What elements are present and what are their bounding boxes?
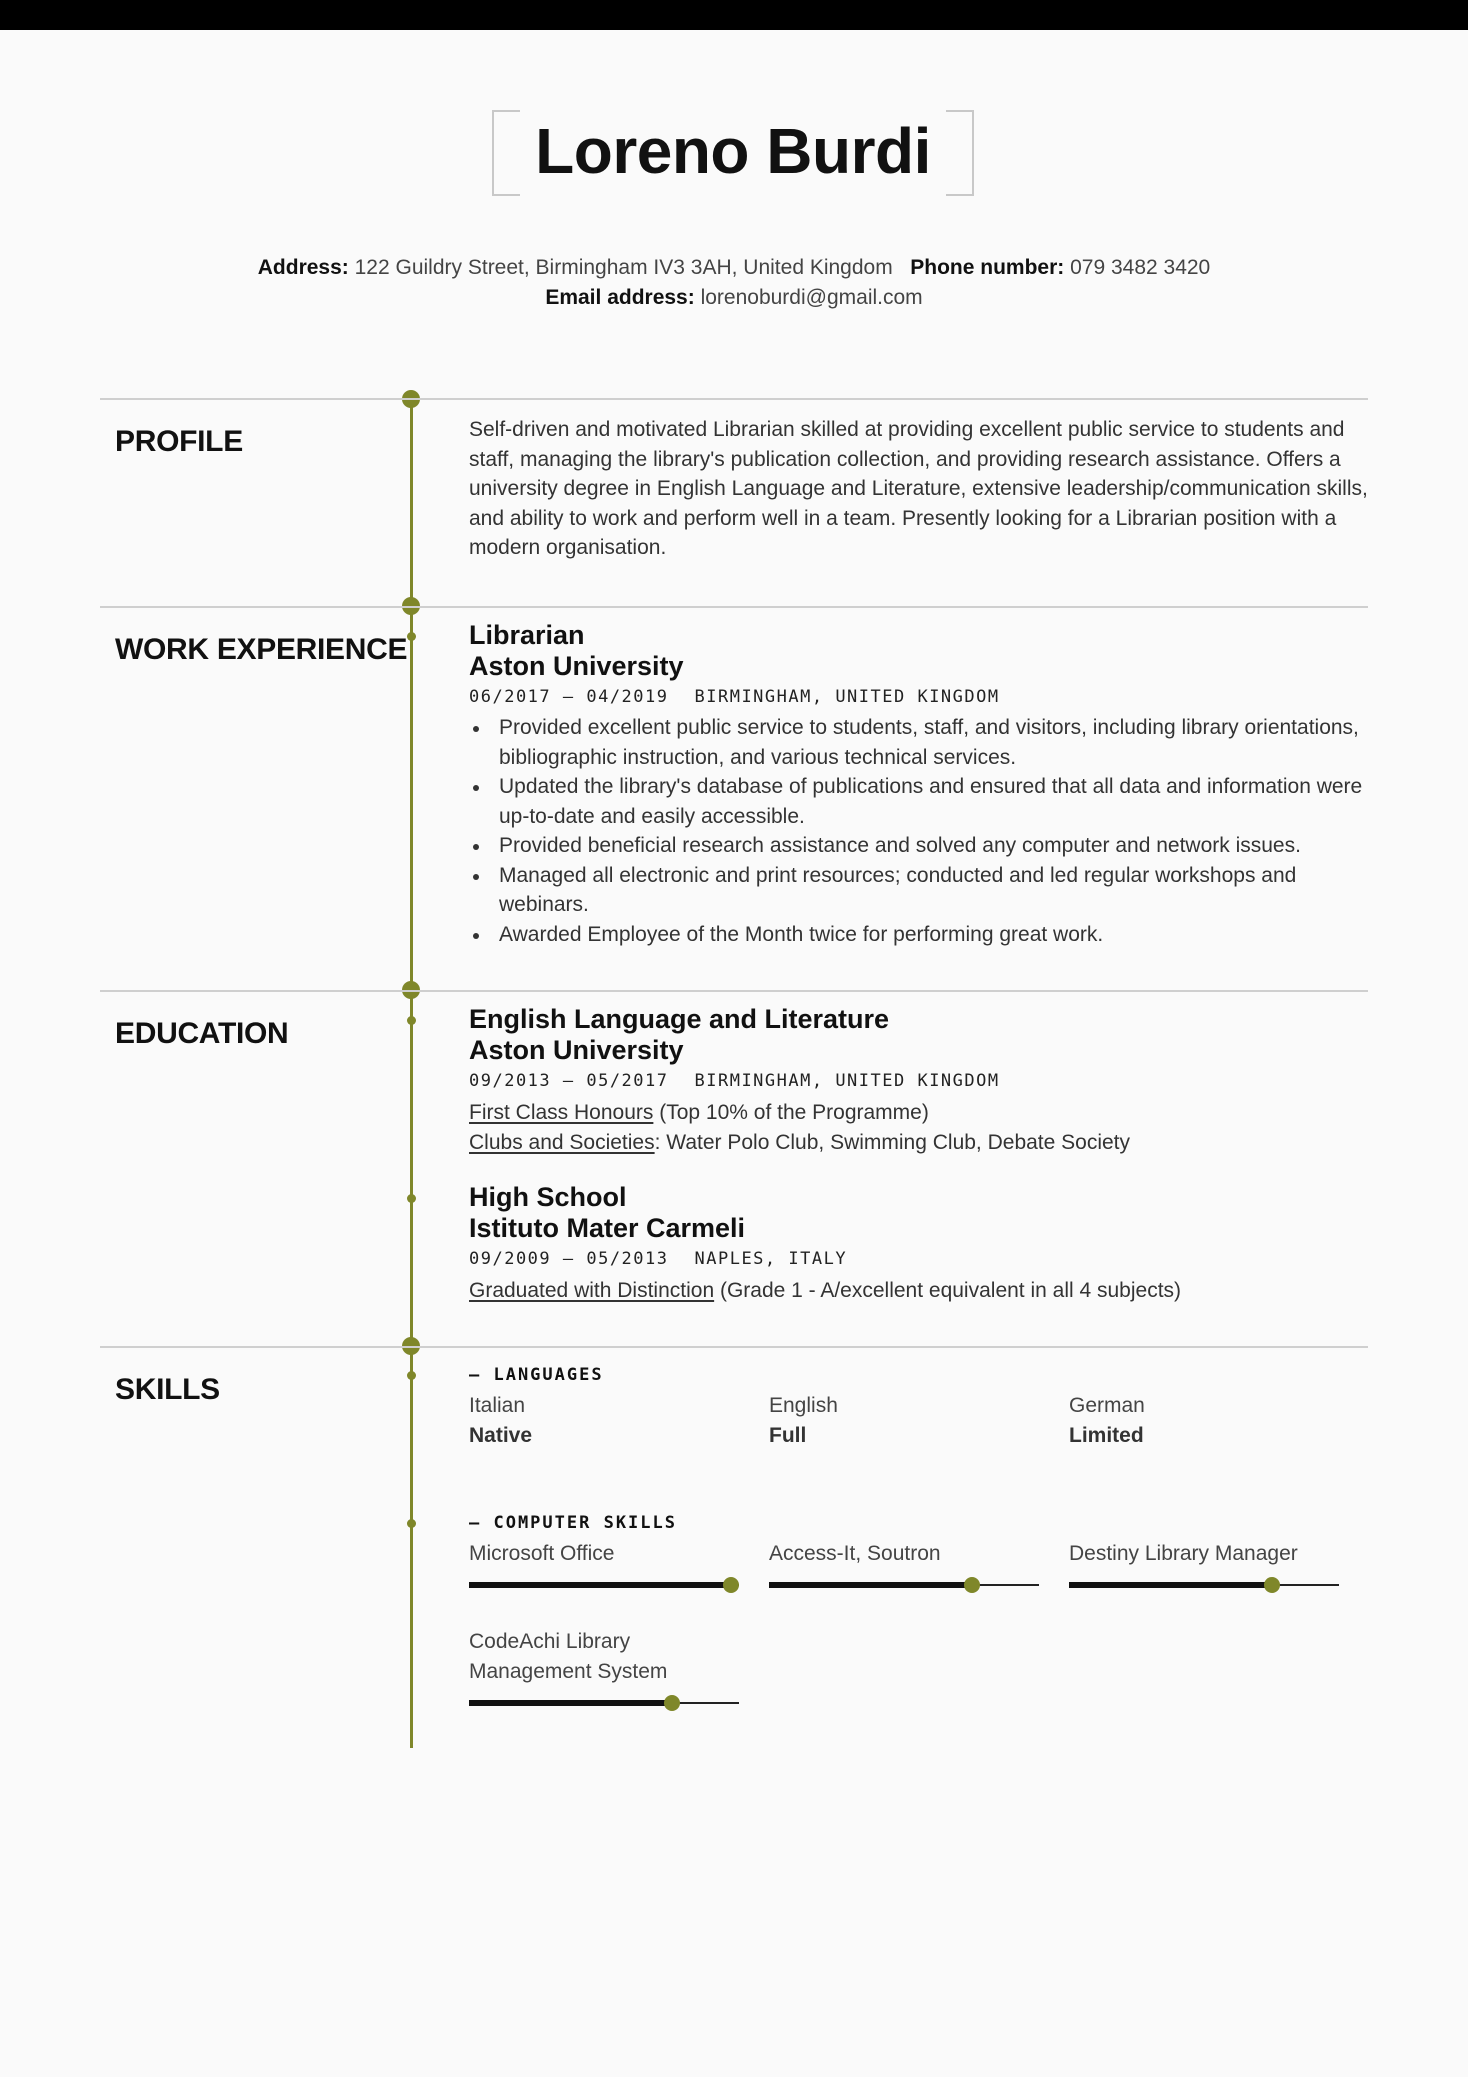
skill-item <box>469 1627 699 1713</box>
skill-level-bar <box>469 1575 739 1595</box>
skill-level-bar <box>769 1575 1039 1595</box>
skill-name: Microsoft Office <box>469 1542 615 1565</box>
skill-name: Destiny Library Manager <box>1069 1542 1298 1565</box>
education-entry-1 <box>469 1004 1369 1158</box>
skill-name: CodeAchi Library Management System <box>469 1630 668 1683</box>
skill-bar-fill <box>769 1582 972 1588</box>
job-bullet: Awarded Employee of the Month twice for performing great work. <box>469 920 1369 950</box>
edu-detail <box>469 1098 1369 1128</box>
timeline-dot-edu-1 <box>407 1016 416 1025</box>
section-divider-skills <box>100 1346 1368 1348</box>
skill-item <box>769 1539 1039 1595</box>
job-bullet: Updated the library's database of publications and ensured that all data and information were up-to-date and easily accessible. <box>469 772 1369 831</box>
languages-block <box>469 1365 1369 1455</box>
skill-bar-knob <box>1264 1577 1280 1593</box>
edu-detail <box>469 1128 1369 1158</box>
language-name: English <box>769 1394 838 1417</box>
job-dates: 06/2017 – 04/2019 <box>469 687 669 707</box>
timeline-dot-edu-2 <box>407 1194 416 1203</box>
language-level: Native <box>469 1424 533 1447</box>
edu-school: Aston University <box>469 1035 684 1065</box>
language-item <box>769 1391 1049 1451</box>
section-title-profile: PROFILE <box>115 425 243 458</box>
edu-detail-label: First Class Honours <box>469 1101 654 1124</box>
timeline-dot-job <box>407 632 416 641</box>
address-label: Address: <box>257 256 349 279</box>
skill-bar-fill <box>469 1700 672 1706</box>
section-divider-profile <box>100 398 1368 400</box>
skill-bar-knob <box>723 1577 739 1593</box>
language-name: German <box>1069 1394 1145 1417</box>
edu-location: BIRMINGHAM, UNITED KINGDOM <box>694 1071 1000 1091</box>
edu-location: NAPLES, ITALY <box>694 1249 848 1269</box>
languages-grid <box>469 1391 1369 1455</box>
profile-summary: Self-driven and motivated Librarian skilled at providing excellent public service to students and staff, managing the library's publication collection, and providing research assistance. Offers a university degree in English Language and Literature, extensive leadership/communication skills, and ability to work and perform well in a team. Presently looking for a Librarian position with a modern organisation. <box>469 418 1368 559</box>
name-header <box>492 110 974 196</box>
job-employer: Aston University <box>469 651 684 681</box>
skill-name: Access-It, Soutron <box>769 1542 941 1565</box>
address-value: 122 Guildry Street, Birmingham IV3 3AH, United Kingdom <box>354 256 893 279</box>
edu-detail-label: Graduated with Distinction <box>469 1279 715 1302</box>
skill-item <box>469 1539 739 1595</box>
job-location: BIRMINGHAM, UNITED KINGDOM <box>694 687 1000 707</box>
edu-detail-text: (Top 10% of the Programme) <box>653 1101 929 1124</box>
timeline-dot-computer <box>407 1519 416 1528</box>
top-black-bar <box>0 0 1468 30</box>
section-divider-work <box>100 606 1368 608</box>
skill-bar-knob <box>664 1695 680 1711</box>
computer-skills-heading: – COMPUTER SKILLS <box>469 1513 677 1533</box>
job-bullet: Provided beneficial research assistance and solved any computer and network issues. <box>469 831 1369 861</box>
skill-level-bar <box>469 1693 739 1713</box>
edu-meta <box>469 1070 1369 1092</box>
email-label: Email address: <box>545 286 695 309</box>
edu-meta <box>469 1248 1369 1270</box>
language-level: Limited <box>1069 1424 1144 1447</box>
edu-degree: High School <box>469 1182 627 1212</box>
phone-value: 079 3482 3420 <box>1070 256 1211 279</box>
edu-detail-text: : Water Polo Club, Swimming Club, Debate Society <box>654 1131 1131 1154</box>
timeline-dot-languages <box>407 1371 416 1380</box>
language-item <box>469 1391 749 1451</box>
section-title-skills: SKILLS <box>115 1373 220 1406</box>
edu-detail-text: (Grade 1 - A/excellent equivalent in all 4 subjects) <box>714 1279 1182 1302</box>
skill-level-bar <box>1069 1575 1339 1595</box>
job-bullet: Managed all electronic and print resources; conducted and led regular workshops and webinars. <box>469 861 1369 920</box>
skill-item <box>1069 1539 1339 1595</box>
contact-line-address-phone <box>0 256 1468 280</box>
skill-bar-fill <box>1069 1582 1272 1588</box>
email-value[interactable]: lorenoburdi@gmail.com <box>700 286 923 309</box>
education-entry-2 <box>469 1182 1369 1306</box>
edu-detail-label: Clubs and Societies <box>469 1131 655 1154</box>
edu-dates: 09/2013 – 05/2017 <box>469 1071 669 1091</box>
job-meta <box>469 686 1369 708</box>
job-title: Librarian <box>469 620 585 650</box>
work-entry <box>469 620 1369 949</box>
section-title-work: WORK EXPERIENCE <box>115 633 408 666</box>
phone-label: Phone number: <box>910 256 1065 279</box>
skill-bar-knob <box>964 1577 980 1593</box>
edu-detail <box>469 1276 1369 1306</box>
computer-skills-block <box>469 1513 1369 1733</box>
language-name: Italian <box>469 1394 526 1417</box>
candidate-name: Loreno Burdi <box>535 115 931 187</box>
job-bullet: Provided excellent public service to students, staff, and visitors, including library orientations, bibliographic instruction, and various technical services. <box>469 713 1369 772</box>
edu-degree: English Language and Literature <box>469 1004 890 1034</box>
edu-school: Istituto Mater Carmeli <box>469 1213 746 1243</box>
section-title-education: EDUCATION <box>115 1017 289 1050</box>
section-divider-education <box>100 990 1368 992</box>
edu-dates: 09/2009 – 05/2013 <box>469 1249 669 1269</box>
language-level: Full <box>769 1424 807 1447</box>
contact-line-email <box>0 286 1468 310</box>
languages-heading: – LANGUAGES <box>469 1365 604 1385</box>
job-bullets <box>469 713 1369 949</box>
skill-bar-fill <box>469 1582 731 1588</box>
language-item <box>1069 1391 1349 1451</box>
